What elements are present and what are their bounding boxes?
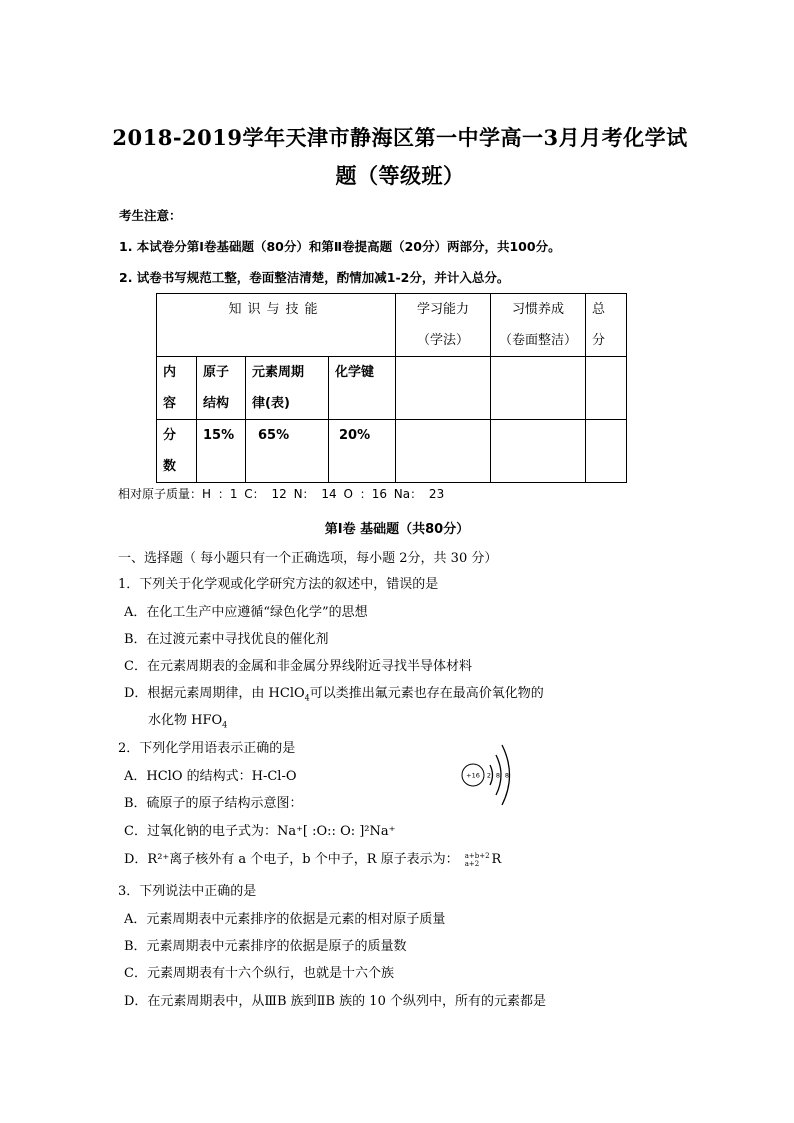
nuclide-notation <box>465 852 490 868</box>
topic1-line2: 结构 <box>203 396 230 411</box>
element-symbol: R <box>491 852 502 867</box>
learning-ability-header <box>396 294 491 357</box>
q1-option-d <box>124 682 544 703</box>
q1-d-pre: D．根据元素周期律，由 HClO <box>124 686 305 701</box>
q2-d-pre: D．R²⁺离子核外有 a 个电子，b 个中子，R 原子表示为： <box>124 852 459 867</box>
mass-number: a+b+2 <box>464 851 490 860</box>
habit-line2: （卷面整洁） <box>498 333 577 348</box>
notice-item-2: 2. 试卷书写规范工整，卷面整洁清楚，酌情加减1-2分，并计入总分。 <box>119 270 510 285</box>
q1-stem: 1．下列关于化学观或化学研究方法的叙述中，错误的是 <box>118 577 439 592</box>
topic-atomic-structure <box>197 357 246 420</box>
content-label-line1: 内 <box>163 365 177 380</box>
shell-1-electrons: 2 <box>486 771 492 780</box>
empty-cell <box>396 420 491 483</box>
q2-option-d <box>124 848 501 868</box>
nucleus-charge: +16 <box>466 771 480 780</box>
shell-2-electrons: 8 <box>495 771 501 780</box>
score-label-line2: 数 <box>163 459 177 474</box>
q1-option-c: C．在元素周期表的金属和非金属分界线附近寻找半导体材料 <box>124 659 472 674</box>
empty-cell <box>396 357 491 420</box>
q1-d-post: 可以类推出氟元素也存在最高价氧化物的 <box>309 686 544 701</box>
score-chemical-bond: 20% <box>329 420 396 483</box>
topic2-line1: 元素周期 <box>252 365 305 380</box>
total-header <box>586 294 627 357</box>
topic2-line2: 律(表) <box>252 396 290 411</box>
q2-option-c: C．过氧化钠的电子式为：Na⁺[ :O:: O: ]²Na⁺ <box>124 824 396 839</box>
empty-cell <box>491 357 586 420</box>
q3-option-c: C．元素周期表有十六个纵行，也就是十六个族 <box>124 966 394 981</box>
q2-option-b: B．硫原子的原子结构示意图： <box>124 796 303 811</box>
q1-d-sub: 4 <box>304 693 310 703</box>
shell-3-electrons: 8 <box>504 771 510 780</box>
topic-periodic-law <box>246 357 329 420</box>
q1-d-line2-pre: 水化物 HFO <box>148 713 223 728</box>
total-line2: 分 <box>592 333 606 348</box>
topic1-line1: 原子 <box>203 365 230 380</box>
topic-chemical-bond: 化学键 <box>329 357 396 420</box>
score-label-line1: 分 <box>163 428 177 443</box>
learning-ability-line1: 学习能力 <box>416 302 469 317</box>
exam-title-line2: 题（等级班） <box>335 163 465 188</box>
score-periodic-law: 65% <box>246 420 329 483</box>
atomic-masses: 相对原子质量：H ：1 C： 12 N： 14 O ：16 Na： 23 <box>118 487 445 501</box>
q1-option-b: B．在过渡元素中寻找优良的催化剂 <box>124 632 329 647</box>
q2-stem: 2．下列化学用语表示正确的是 <box>118 741 296 756</box>
content-label-line2: 容 <box>163 396 177 411</box>
knowledge-skills-header: 知识与技能 <box>157 294 396 357</box>
exam-title-line1: 2018-2019学年天津市静海区第一中学高一3月月考化学试 <box>112 125 688 150</box>
notice-heading: 考生注意： <box>119 208 182 223</box>
empty-cell <box>586 420 627 483</box>
notice-item-1: 1. 本试卷分第Ⅰ卷基础题（80分）和第Ⅱ卷提高题（20分）两部分，共100分。 <box>119 239 561 254</box>
q1-option-d-line2 <box>148 709 227 730</box>
q3-option-a: A．元素周期表中元素排序的依据是元素的相对原子质量 <box>124 912 446 927</box>
q3-stem: 3．下列说法中正确的是 <box>118 884 257 899</box>
habit-header <box>491 294 586 357</box>
atomic-number: a+2 <box>464 859 480 868</box>
part-heading: 一、选择题（ 每小题只有一个正确选项，每小题 2分，共 30 分） <box>118 551 498 566</box>
habit-line1: 习惯养成 <box>511 302 564 317</box>
sulfur-atom-structure-diagram <box>460 742 520 808</box>
total-line1: 总 <box>592 302 606 317</box>
score-table <box>156 293 627 483</box>
q3-option-b: B．元素周期表中元素排序的依据是原子的质量数 <box>124 939 407 954</box>
score-atomic-structure: 15% <box>197 420 246 483</box>
empty-cell <box>586 357 627 420</box>
learning-ability-line2: （学法） <box>416 333 469 348</box>
content-label <box>157 357 197 420</box>
q2-option-a: A．HClO 的结构式：H-Cl-O <box>124 769 297 784</box>
empty-cell <box>491 420 586 483</box>
q1-option-a: A．在化工生产中应遵循“绿色化学”的思想 <box>124 605 368 620</box>
q1-d-line2-sub: 4 <box>222 720 228 730</box>
q3-option-d: D．在元素周期表中，从ⅢB 族到ⅡB 族的 10 个纵列中，所有的元素都是 <box>124 994 546 1009</box>
score-label <box>157 420 197 483</box>
section-title: 第Ⅰ卷 基础题（共80分） <box>324 522 470 537</box>
